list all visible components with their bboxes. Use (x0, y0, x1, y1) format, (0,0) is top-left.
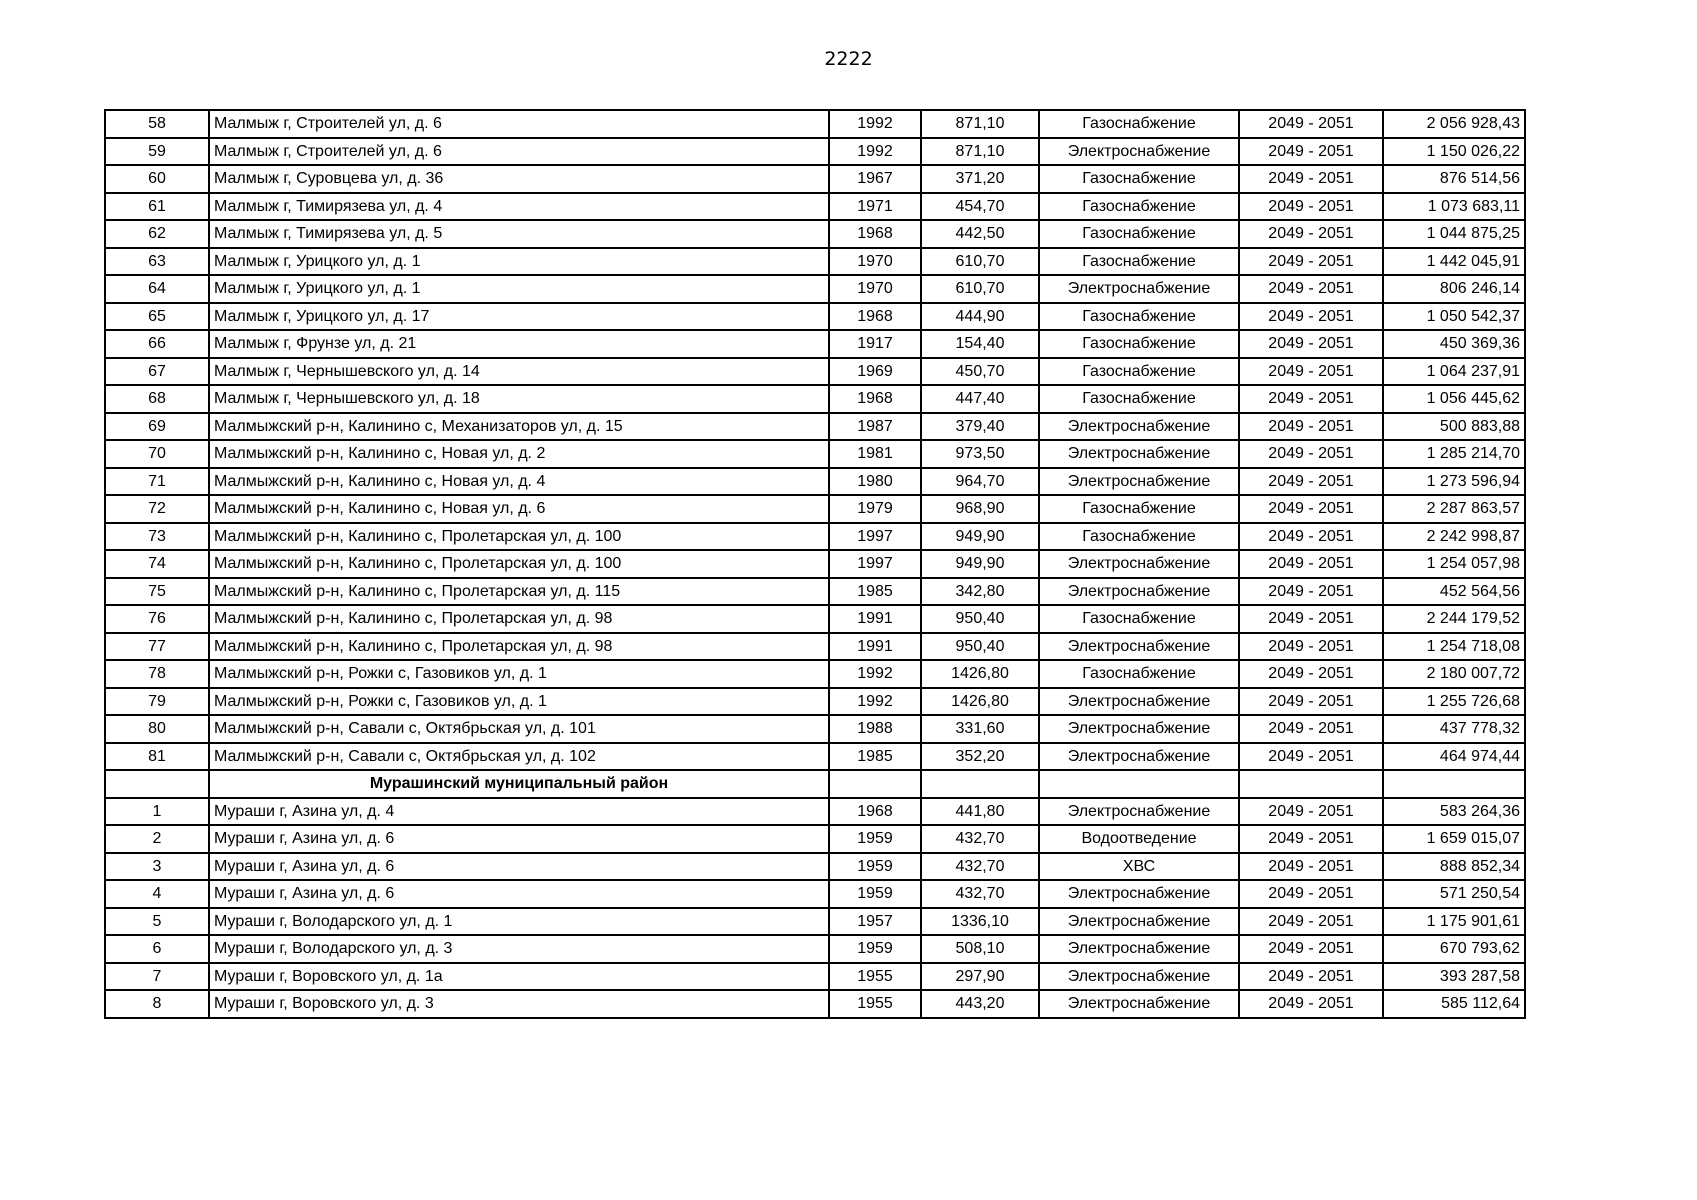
table-row (105, 193, 1525, 221)
table-row (105, 688, 1525, 716)
cell-cost: 1 056 445,62 (1383, 385, 1525, 413)
cell-cost: 500 883,88 (1383, 413, 1525, 441)
cell-number: 75 (105, 578, 209, 606)
cell-work-type: Газоснабжение (1039, 303, 1239, 331)
section-header (105, 770, 1525, 798)
cell-address: Малмыж г, Тимирязева ул, д. 4 (209, 193, 829, 221)
cell-number: 65 (105, 303, 209, 331)
cell-address: Мураши г, Азина ул, д. 6 (209, 880, 829, 908)
cell-work-type: Газоснабжение (1039, 660, 1239, 688)
cell-work-type: Газоснабжение (1039, 220, 1239, 248)
cell-number: 70 (105, 440, 209, 468)
cell-address: Малмыж г, Строителей ул, д. 6 (209, 110, 829, 138)
cell-year: 1992 (829, 660, 921, 688)
cell-area: 1336,10 (921, 908, 1039, 936)
cell-work-type: Электроснабжение (1039, 935, 1239, 963)
cell-period: 2049 - 2051 (1239, 688, 1383, 716)
cell-work-type: Электроснабжение (1039, 275, 1239, 303)
cell-period: 2049 - 2051 (1239, 275, 1383, 303)
cell-number: 77 (105, 633, 209, 661)
section-cell-empty (921, 770, 1039, 798)
cell-address: Мураши г, Володарского ул, д. 1 (209, 908, 829, 936)
cell-number: 73 (105, 523, 209, 551)
table-row (105, 743, 1525, 771)
cell-area: 379,40 (921, 413, 1039, 441)
cell-work-type: Газоснабжение (1039, 605, 1239, 633)
cell-area: 450,70 (921, 358, 1039, 386)
cell-number: 69 (105, 413, 209, 441)
cell-number: 2 (105, 825, 209, 853)
cell-period: 2049 - 2051 (1239, 605, 1383, 633)
cell-number: 59 (105, 138, 209, 166)
table-body-after (105, 798, 1525, 1018)
section-cell-empty (1383, 770, 1525, 798)
cell-work-type: ХВС (1039, 853, 1239, 881)
cell-area: 342,80 (921, 578, 1039, 606)
cell-cost: 1 073 683,11 (1383, 193, 1525, 221)
cell-cost: 1 442 045,91 (1383, 248, 1525, 276)
cell-area: 949,90 (921, 550, 1039, 578)
cell-number: 72 (105, 495, 209, 523)
table-row (105, 385, 1525, 413)
cell-cost: 571 250,54 (1383, 880, 1525, 908)
section-cell-empty (829, 770, 921, 798)
cell-year: 1967 (829, 165, 921, 193)
cell-number: 67 (105, 358, 209, 386)
cell-work-type: Электроснабжение (1039, 440, 1239, 468)
cell-cost: 1 064 237,91 (1383, 358, 1525, 386)
table-row (105, 798, 1525, 826)
cell-address: Малмыжский р-н, Савали с, Октябрьская ул, д. 102 (209, 743, 829, 771)
cell-period: 2049 - 2051 (1239, 523, 1383, 551)
table-row (105, 660, 1525, 688)
table-row (105, 358, 1525, 386)
cell-period: 2049 - 2051 (1239, 468, 1383, 496)
table-row (105, 275, 1525, 303)
cell-address: Малмыжский р-н, Калинино с, Пролетарская ул, д. 98 (209, 605, 829, 633)
cell-address: Мураши г, Воровского ул, д. 3 (209, 990, 829, 1018)
cell-area: 950,40 (921, 605, 1039, 633)
cell-cost: 2 244 179,52 (1383, 605, 1525, 633)
cell-area: 973,50 (921, 440, 1039, 468)
cell-number: 62 (105, 220, 209, 248)
cell-address: Мураши г, Азина ул, д. 6 (209, 825, 829, 853)
cell-work-type: Газоснабжение (1039, 495, 1239, 523)
cell-work-type: Газоснабжение (1039, 165, 1239, 193)
cell-number: 68 (105, 385, 209, 413)
table-row (105, 330, 1525, 358)
cell-year: 1991 (829, 633, 921, 661)
cell-year: 1997 (829, 550, 921, 578)
cell-address: Малмыжский р-н, Калинино с, Пролетарская ул, д. 98 (209, 633, 829, 661)
cell-address: Малмыж г, Урицкого ул, д. 1 (209, 275, 829, 303)
section-cell-empty (1239, 770, 1383, 798)
cell-number: 71 (105, 468, 209, 496)
cell-area: 432,70 (921, 825, 1039, 853)
cell-number: 63 (105, 248, 209, 276)
cell-work-type: Газоснабжение (1039, 330, 1239, 358)
cell-cost: 670 793,62 (1383, 935, 1525, 963)
cell-number: 78 (105, 660, 209, 688)
cell-cost: 888 852,34 (1383, 853, 1525, 881)
cell-number: 8 (105, 990, 209, 1018)
cell-period: 2049 - 2051 (1239, 825, 1383, 853)
cell-cost: 876 514,56 (1383, 165, 1525, 193)
table-row (105, 853, 1525, 881)
cell-address: Малмыж г, Урицкого ул, д. 17 (209, 303, 829, 331)
cell-address: Малмыж г, Урицкого ул, д. 1 (209, 248, 829, 276)
cell-area: 949,90 (921, 523, 1039, 551)
cell-year: 1959 (829, 935, 921, 963)
cell-address: Малмыж г, Чернышевского ул, д. 18 (209, 385, 829, 413)
cell-address: Малмыжский р-н, Калинино с, Пролетарская ул, д. 115 (209, 578, 829, 606)
cell-cost: 452 564,56 (1383, 578, 1525, 606)
cell-area: 443,20 (921, 990, 1039, 1018)
cell-area: 508,10 (921, 935, 1039, 963)
cell-year: 1968 (829, 385, 921, 413)
cell-year: 1981 (829, 440, 921, 468)
cell-area: 610,70 (921, 275, 1039, 303)
cell-work-type: Электроснабжение (1039, 743, 1239, 771)
cell-address: Малмыжский р-н, Рожки с, Газовиков ул, д. 1 (209, 688, 829, 716)
cell-work-type: Электроснабжение (1039, 138, 1239, 166)
cell-cost: 1 273 596,94 (1383, 468, 1525, 496)
section-row (105, 770, 1525, 798)
cell-address: Малмыжский р-н, Калинино с, Пролетарская ул, д. 100 (209, 550, 829, 578)
cell-year: 1968 (829, 798, 921, 826)
cell-address: Мураши г, Володарского ул, д. 3 (209, 935, 829, 963)
cell-area: 1426,80 (921, 688, 1039, 716)
cell-period: 2049 - 2051 (1239, 550, 1383, 578)
cell-year: 1970 (829, 275, 921, 303)
cell-cost: 464 974,44 (1383, 743, 1525, 771)
cell-cost: 1 050 542,37 (1383, 303, 1525, 331)
cell-period: 2049 - 2051 (1239, 853, 1383, 881)
cell-year: 1970 (829, 248, 921, 276)
cell-area: 352,20 (921, 743, 1039, 771)
cell-year: 1997 (829, 523, 921, 551)
cell-year: 1968 (829, 220, 921, 248)
cell-period: 2049 - 2051 (1239, 413, 1383, 441)
cell-year: 1955 (829, 990, 921, 1018)
cell-period: 2049 - 2051 (1239, 963, 1383, 991)
table-row (105, 413, 1525, 441)
cell-number: 4 (105, 880, 209, 908)
cell-year: 1985 (829, 578, 921, 606)
cell-work-type: Электроснабжение (1039, 880, 1239, 908)
table-row (105, 908, 1525, 936)
cell-year: 1955 (829, 963, 921, 991)
cell-cost: 1 254 718,08 (1383, 633, 1525, 661)
cell-cost: 1 659 015,07 (1383, 825, 1525, 853)
cell-cost: 1 044 875,25 (1383, 220, 1525, 248)
cell-number: 61 (105, 193, 209, 221)
cell-period: 2049 - 2051 (1239, 303, 1383, 331)
cell-year: 1985 (829, 743, 921, 771)
cell-work-type: Газоснабжение (1039, 248, 1239, 276)
cell-area: 1426,80 (921, 660, 1039, 688)
cell-work-type: Электроснабжение (1039, 413, 1239, 441)
cell-cost: 1 285 214,70 (1383, 440, 1525, 468)
table-row (105, 468, 1525, 496)
cell-year: 1917 (829, 330, 921, 358)
cell-area: 444,90 (921, 303, 1039, 331)
cell-number: 7 (105, 963, 209, 991)
cell-period: 2049 - 2051 (1239, 990, 1383, 1018)
cell-period: 2049 - 2051 (1239, 440, 1383, 468)
table-row (105, 550, 1525, 578)
cell-area: 447,40 (921, 385, 1039, 413)
cell-area: 432,70 (921, 880, 1039, 908)
table-row (105, 220, 1525, 248)
cell-area: 441,80 (921, 798, 1039, 826)
housing-repair-table (104, 109, 1526, 1019)
cell-year: 1992 (829, 138, 921, 166)
cell-area: 950,40 (921, 633, 1039, 661)
cell-work-type: Электроснабжение (1039, 908, 1239, 936)
cell-number: 64 (105, 275, 209, 303)
cell-work-type: Газоснабжение (1039, 193, 1239, 221)
table-row (105, 303, 1525, 331)
cell-work-type: Электроснабжение (1039, 578, 1239, 606)
cell-area: 331,60 (921, 715, 1039, 743)
cell-number: 76 (105, 605, 209, 633)
cell-year: 1957 (829, 908, 921, 936)
cell-period: 2049 - 2051 (1239, 248, 1383, 276)
cell-year: 1959 (829, 825, 921, 853)
cell-number: 80 (105, 715, 209, 743)
cell-year: 1959 (829, 853, 921, 881)
table-row (105, 825, 1525, 853)
table-row (105, 248, 1525, 276)
cell-work-type: Газоснабжение (1039, 385, 1239, 413)
cell-cost: 1 150 026,22 (1383, 138, 1525, 166)
cell-number: 58 (105, 110, 209, 138)
cell-year: 1979 (829, 495, 921, 523)
cell-period: 2049 - 2051 (1239, 578, 1383, 606)
cell-year: 1991 (829, 605, 921, 633)
section-title: Мурашинский муниципальный район (209, 770, 829, 798)
cell-cost: 2 180 007,72 (1383, 660, 1525, 688)
cell-area: 610,70 (921, 248, 1039, 276)
cell-year: 1959 (829, 880, 921, 908)
table-row (105, 633, 1525, 661)
cell-period: 2049 - 2051 (1239, 138, 1383, 166)
cell-address: Малмыжский р-н, Калинино с, Пролетарская ул, д. 100 (209, 523, 829, 551)
cell-year: 1969 (829, 358, 921, 386)
cell-period: 2049 - 2051 (1239, 330, 1383, 358)
cell-year: 1988 (829, 715, 921, 743)
cell-year: 1971 (829, 193, 921, 221)
cell-cost: 583 264,36 (1383, 798, 1525, 826)
cell-number: 74 (105, 550, 209, 578)
cell-address: Малмыжский р-н, Калинино с, Новая ул, д. 6 (209, 495, 829, 523)
cell-address: Малмыж г, Суровцева ул, д. 36 (209, 165, 829, 193)
cell-work-type: Газоснабжение (1039, 358, 1239, 386)
page-number: 2222 (824, 48, 873, 70)
cell-address: Малмыжский р-н, Калинино с, Механизаторов ул, д. 15 (209, 413, 829, 441)
table-body-before (105, 110, 1525, 770)
cell-area: 371,20 (921, 165, 1039, 193)
cell-area: 968,90 (921, 495, 1039, 523)
cell-number: 79 (105, 688, 209, 716)
cell-area: 871,10 (921, 138, 1039, 166)
cell-work-type: Электроснабжение (1039, 990, 1239, 1018)
cell-number: 66 (105, 330, 209, 358)
cell-period: 2049 - 2051 (1239, 385, 1383, 413)
cell-address: Малмыж г, Фрунзе ул, д. 21 (209, 330, 829, 358)
cell-work-type: Газоснабжение (1039, 110, 1239, 138)
cell-area: 871,10 (921, 110, 1039, 138)
cell-period: 2049 - 2051 (1239, 110, 1383, 138)
cell-cost: 2 287 863,57 (1383, 495, 1525, 523)
cell-address: Мураши г, Азина ул, д. 4 (209, 798, 829, 826)
cell-cost: 2 242 998,87 (1383, 523, 1525, 551)
cell-address: Мураши г, Азина ул, д. 6 (209, 853, 829, 881)
cell-address: Малмыж г, Строителей ул, д. 6 (209, 138, 829, 166)
table-row (105, 138, 1525, 166)
cell-cost: 585 112,64 (1383, 990, 1525, 1018)
cell-period: 2049 - 2051 (1239, 798, 1383, 826)
cell-address: Малмыжский р-н, Калинино с, Новая ул, д. 4 (209, 468, 829, 496)
table-row (105, 935, 1525, 963)
cell-area: 297,90 (921, 963, 1039, 991)
cell-period: 2049 - 2051 (1239, 880, 1383, 908)
cell-work-type: Электроснабжение (1039, 798, 1239, 826)
cell-work-type: Водоотведение (1039, 825, 1239, 853)
cell-work-type: Газоснабжение (1039, 523, 1239, 551)
cell-period: 2049 - 2051 (1239, 633, 1383, 661)
cell-address: Мураши г, Воровского ул, д. 1а (209, 963, 829, 991)
cell-area: 154,40 (921, 330, 1039, 358)
cell-cost: 1 254 057,98 (1383, 550, 1525, 578)
cell-period: 2049 - 2051 (1239, 715, 1383, 743)
cell-number: 3 (105, 853, 209, 881)
cell-area: 442,50 (921, 220, 1039, 248)
cell-cost: 1 255 726,68 (1383, 688, 1525, 716)
cell-area: 964,70 (921, 468, 1039, 496)
table-row (105, 495, 1525, 523)
cell-period: 2049 - 2051 (1239, 935, 1383, 963)
cell-period: 2049 - 2051 (1239, 908, 1383, 936)
cell-address: Малмыжский р-н, Калинино с, Новая ул, д. 2 (209, 440, 829, 468)
table-row (105, 578, 1525, 606)
cell-cost: 437 778,32 (1383, 715, 1525, 743)
cell-number: 60 (105, 165, 209, 193)
table-row (105, 523, 1525, 551)
cell-number: 1 (105, 798, 209, 826)
cell-period: 2049 - 2051 (1239, 743, 1383, 771)
cell-cost: 393 287,58 (1383, 963, 1525, 991)
table-row (105, 880, 1525, 908)
cell-area: 454,70 (921, 193, 1039, 221)
section-cell-empty (1039, 770, 1239, 798)
cell-period: 2049 - 2051 (1239, 193, 1383, 221)
table-row (105, 110, 1525, 138)
cell-period: 2049 - 2051 (1239, 358, 1383, 386)
cell-number: 5 (105, 908, 209, 936)
cell-work-type: Электроснабжение (1039, 550, 1239, 578)
cell-number: 6 (105, 935, 209, 963)
cell-cost: 2 056 928,43 (1383, 110, 1525, 138)
cell-period: 2049 - 2051 (1239, 165, 1383, 193)
section-cell-num (105, 770, 209, 798)
cell-area: 432,70 (921, 853, 1039, 881)
cell-period: 2049 - 2051 (1239, 495, 1383, 523)
cell-work-type: Электроснабжение (1039, 688, 1239, 716)
cell-cost: 1 175 901,61 (1383, 908, 1525, 936)
cell-period: 2049 - 2051 (1239, 220, 1383, 248)
table-row (105, 963, 1525, 991)
cell-work-type: Электроснабжение (1039, 633, 1239, 661)
cell-address: Малмыж г, Чернышевского ул, д. 14 (209, 358, 829, 386)
table-row (105, 990, 1525, 1018)
cell-year: 1992 (829, 688, 921, 716)
cell-period: 2049 - 2051 (1239, 660, 1383, 688)
cell-work-type: Электроснабжение (1039, 715, 1239, 743)
cell-year: 1968 (829, 303, 921, 331)
cell-address: Малмыжский р-н, Савали с, Октябрьская ул, д. 101 (209, 715, 829, 743)
cell-year: 1980 (829, 468, 921, 496)
cell-address: Малмыж г, Тимирязева ул, д. 5 (209, 220, 829, 248)
cell-cost: 450 369,36 (1383, 330, 1525, 358)
cell-address: Малмыжский р-н, Рожки с, Газовиков ул, д. 1 (209, 660, 829, 688)
cell-year: 1992 (829, 110, 921, 138)
table-row (105, 715, 1525, 743)
cell-year: 1987 (829, 413, 921, 441)
cell-work-type: Электроснабжение (1039, 468, 1239, 496)
table-row (105, 440, 1525, 468)
table-row (105, 165, 1525, 193)
table-row (105, 605, 1525, 633)
cell-number: 81 (105, 743, 209, 771)
cell-cost: 806 246,14 (1383, 275, 1525, 303)
cell-work-type: Электроснабжение (1039, 963, 1239, 991)
